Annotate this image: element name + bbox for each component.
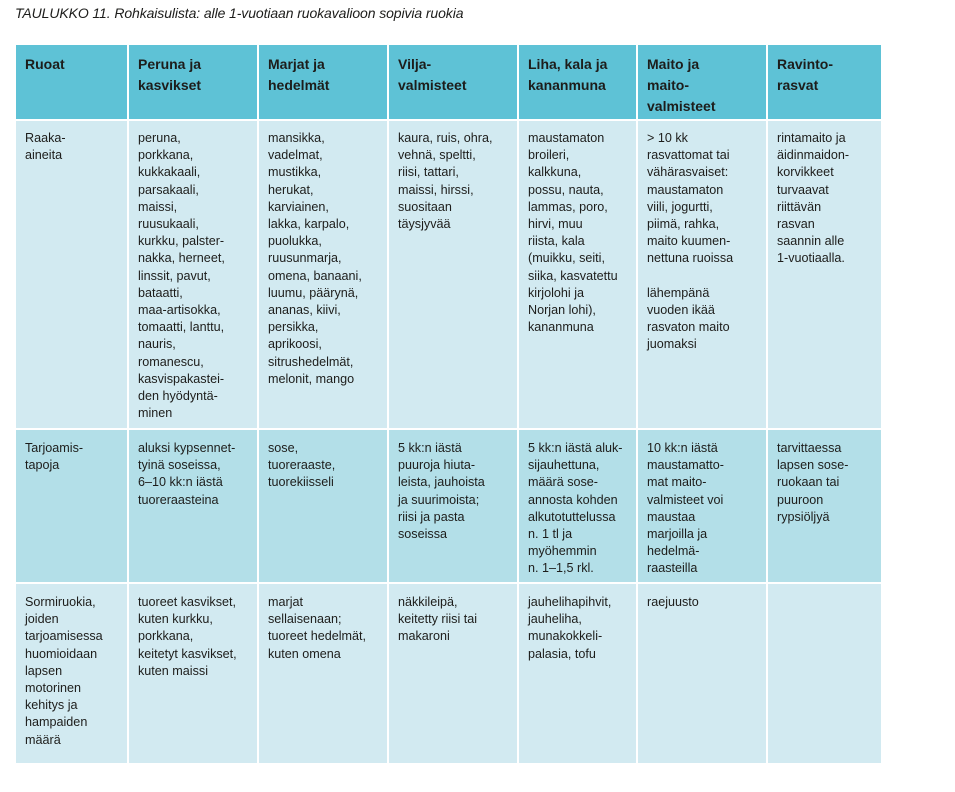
table-cell: tarvittaessa lapsen sose- ruokaan tai puuroon rypsiöljyä — [768, 430, 881, 584]
table-cell: 10 kk:n iästä maustamatto- mat maito- valmisteet voi maustaa marjoilla ja hedelmä- raasteilla — [638, 430, 768, 584]
row-label-cell: Tarjoamis- tapoja — [16, 430, 129, 584]
table-row — [16, 121, 881, 430]
table-cell: mansikka, vadelmat, mustikka, herukat, karviainen, lakka, karpalo, puolukka, ruusunmarja, omena, banaani, luumu, päärynä, ananas, kiivi, persikka, aprikoosi, sitrushedelmät, melonit, mango — [259, 121, 389, 430]
table-cell: rintamaito ja äidinmaidon- korvikkeet turvaavat riittävän rasvan saannin alle 1-vuotiaalla. — [768, 121, 881, 430]
table-cell: 5 kk:n iästä puuroja hiuta- leista, jauhoista ja suurimoista; riisi ja pasta soseissa — [389, 430, 519, 584]
table-row — [16, 584, 881, 763]
table-cell — [768, 584, 881, 763]
table-cell: 5 kk:n iästä aluk- sijauhettuna, määrä sose- annosta kohden alkutotuttelussa n. 1 tl ja myöhemmin n. 1–1,5 rkl. — [519, 430, 638, 584]
table-cell: sose, tuoreraaste, tuorekiisseli — [259, 430, 389, 584]
header-cell-foods: Ruoat — [16, 45, 129, 121]
table-cell: raejuusto — [638, 584, 768, 763]
table-cell: tuoreet kasvikset, kuten kurkku, porkkana, keitetyt kasvikset, kuten maissi — [129, 584, 259, 763]
header-cell-cereals: Vilja- valmisteet — [389, 45, 519, 121]
table-cell: > 10 kk rasvattomat tai vähärasvaiset: maustamaton viili, jogurtti, piimä, rahka, maito kuumen- nettuna ruoissa lähempänä vuoden ikää rasvaton maito juomaksi — [638, 121, 768, 430]
food-table — [16, 45, 881, 763]
table-cell: jauhelihapihvit, jauheliha, munakokkeli- palasia, tofu — [519, 584, 638, 763]
table-cell: kaura, ruis, ohra, vehnä, speltti, riisi, tattari, maissi, hirssi, suositaan täysjyvää — [389, 121, 519, 430]
table-cell: näkkileipä, keitetty riisi tai makaroni — [389, 584, 519, 763]
table-row — [16, 430, 881, 584]
header-cell-potatoes-vegetables: Peruna ja kasvikset — [129, 45, 259, 121]
table-cell: aluksi kypsennet- tyinä soseissa, 6–10 kk:n iästä tuoreraasteina — [129, 430, 259, 584]
header-cell-fats: Ravinto- rasvat — [768, 45, 881, 121]
table-cell: maustamaton broileri, kalkkuna, possu, nauta, lammas, poro, hirvi, muu riista, kala (muikku, seiti, siika, kasvatettu kirjolohi ja Norjan lohi), kananmuna — [519, 121, 638, 430]
table-cell: marjat sellaisenaan; tuoreet hedelmät, kuten omena — [259, 584, 389, 763]
header-cell-meat-fish-egg: Liha, kala ja kananmuna — [519, 45, 638, 121]
table-header-row — [16, 45, 881, 121]
header-cell-berries-fruits: Marjat ja hedelmät — [259, 45, 389, 121]
row-label-cell: Sormiruokia, joiden tarjoamisessa huomioidaan lapsen motorinen kehitys ja hampaiden määrä — [16, 584, 129, 763]
table-caption: TAULUKKO 11. Rohkaisulista: alle 1-vuotiaan ruokavalioon sopivia ruokia — [15, 5, 464, 21]
row-label-cell: Raaka- aineita — [16, 121, 129, 430]
table-cell: peruna, porkkana, kukkakaali, parsakaali, maissi, ruusukaali, kurkku, palster- nakka, herneet, linssit, pavut, bataatti, maa-artisokka, tomaatti, lanttu, nauris, romanescu, kasvispakastei- den hyödyntä- minen — [129, 121, 259, 430]
header-cell-dairy: Maito ja maito- valmisteet — [638, 45, 768, 121]
